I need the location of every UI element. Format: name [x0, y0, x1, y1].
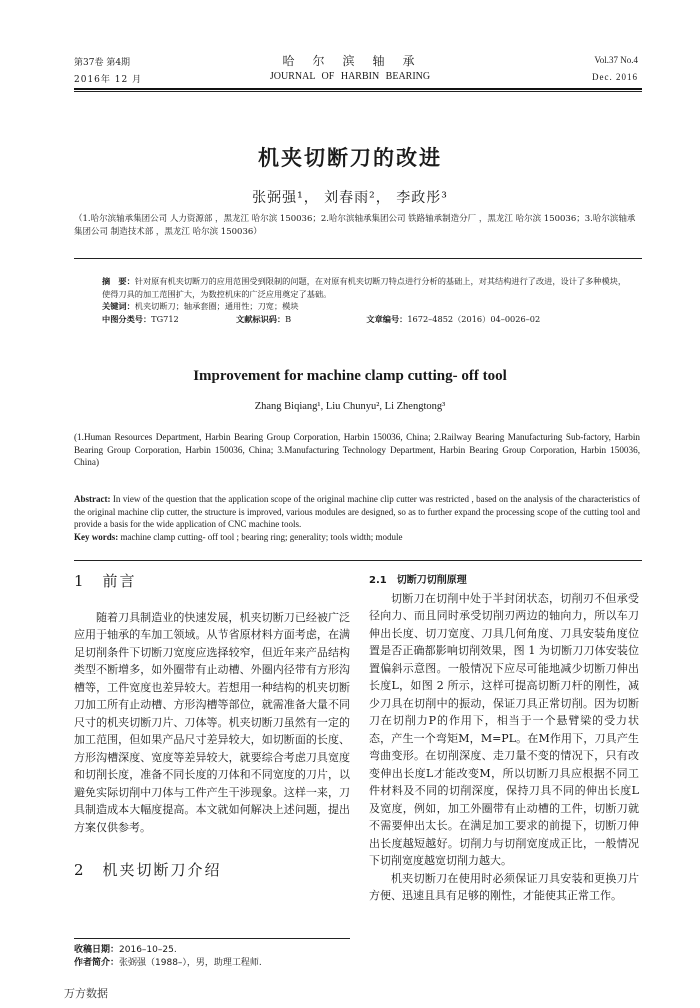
keywords-en-label: Key words:	[74, 531, 119, 542]
abstract-en-text: In view of the question that the application scope of the original machine clip cutter was restricted , based on the analysis of the characteristics of the original machine clip cutter, the structure is improved, various modules are designed, so as to further expand the processing scope of the cutting tool and provide a basis for the wide application of CNC machine tools.	[74, 494, 640, 529]
section-1-heading: 1 前言	[74, 572, 137, 590]
section-1-paragraph: 随着刀具制造业的快速发展，机夹切断刀已经被广泛应用于轴承的车加工领域。从节省原材料方面考虑，在满足切削条件下切断刀宽度应选择较窄，但近年来产品结构类型不断增多，如外圈带有止动槽、外圈内径带有方形沟槽等，工件宽度也差异较大。若想用一种结构的机夹切断刀加工所有止动槽、方形沟槽等部位，就需准备大量不同尺寸的机夹切断刀片、刀体等。机夹切断刀虽然有一定的加工范围，但如果产品尺寸差异较大，如切断面的长度、方形沟槽深度、宽度等差异较大，就要综合考虑刀具宽度和切削长度，准备不同长度的刀体和不同宽度的刀片，以避免实际切削中刀体与工件产生干涉现象。这样一来，刀具制造成本大幅度提高。本文就如何解决上述问题，提出方案仅供参考。	[74, 610, 350, 834]
left-column	[74, 573, 350, 880]
section-2-1-heading: 2.1 切断刀切削原理	[369, 575, 467, 586]
authors-en: Zhang Biqiang¹, Liu Chunyu², Li Zhengtong³	[254, 401, 446, 412]
header-journal-en: JOURNAL OF HARBIN BEARING	[269, 71, 431, 82]
abstract-en-label: Abstract:	[74, 494, 111, 504]
author-bio	[74, 957, 354, 970]
received-label: 收稿日期：	[74, 945, 120, 955]
header-date-cn: 2016年 12 月	[74, 75, 143, 85]
article-number-label: 文章编号：	[366, 313, 408, 324]
abstract-en-block	[74, 493, 640, 543]
author-bio-label: 作者简介：	[74, 958, 120, 968]
header-volume-cn: 第37卷 第4期	[74, 58, 131, 68]
divider-bottom	[74, 560, 642, 561]
keywords-cn	[102, 300, 632, 313]
keywords-cn-label: 关键词：	[102, 301, 135, 311]
classification-cn	[102, 313, 632, 326]
footnote	[74, 944, 354, 970]
article-number-value: 1672–4852（2016）04–0026–02	[407, 313, 541, 324]
received-date	[74, 944, 354, 957]
right-column	[369, 572, 639, 905]
section-2-heading: 2 机夹切断刀介绍	[74, 861, 222, 879]
section-2-1-paragraph-2: 机夹切断刀在使用时必须保证刀具安装和更换刀片方便、迅速且具有足够的刚性，才能使其正常工作。	[369, 871, 639, 902]
abstract-cn-block	[102, 275, 632, 325]
keywords-en-text: machine clamp cutting- off tool ; bearing ring; generality; tools width; module	[118, 531, 403, 542]
header-volume-en: Vol.37 No.4	[594, 55, 638, 65]
keywords-cn-text: 机夹切断刀；轴承套圈；通用性；刀宽；模块	[134, 301, 299, 311]
clc-label: 中图分类号：	[102, 313, 152, 324]
paper-title-cn: 机夹切断刀的改进	[258, 146, 442, 170]
header-rule-thin	[74, 91, 642, 92]
header-rule	[74, 88, 642, 90]
footnote-rule	[74, 938, 350, 939]
doc-code-value: B	[285, 313, 292, 324]
keywords-en	[74, 531, 640, 544]
header-journal-cn: 哈 尔 滨 轴 承	[282, 54, 418, 68]
abstract-cn-text: 针对原有机夹切断刀的应用范围受到限制的问题，在对原有机夹切断刀特点进行分析的基础上，对其结构进行了改进，设计了多种模块，使得刀具的加工范围扩大，为数控机床的广泛应用奠定了基础。	[102, 276, 627, 299]
abstract-cn-label: 摘 要：	[102, 276, 135, 286]
affiliations-en: (1.Human Resources Department, Harbin Bearing Group Corporation, Harbin 150036, China; 2.Railway Bearing Manufacturing Sub-factory, Harbin Bearing Group Corporation, Harbin 150036, China; 3.Manufacturing Technology Department, Harbin Bearing Group Corporation, Harbin 150036, China)	[74, 432, 640, 467]
author-bio-value: 张弼强（1988–），男，助理工程师.	[119, 958, 262, 968]
clc-value: TG712	[151, 313, 179, 324]
section-2-1-paragraph-1: 切断刀在切削中处于半封闭状态，切削刃不但承受径向力、而且同时承受切削刃两边的轴向力，所以车刀伸出长度、切刀宽度、刀具几何角度、刀具安装角度位置是否正确都影响切削效果，图 1 为切断刀刀体安装位置偏斜示意图。一般情况下应尽可能地减少切断刀伸出长度L，如图 2 所示，这样可提高切断刀杆的刚性，减少刀具在切削中的振动，保证刀具正常切削。因为切断刀在切削力P的作用下，相当于一个悬臂梁的受力状态，产生一个弯矩M，M=PL。在M作用下，刀具产生弯曲变形。在切削深度、走刀量不变的情况下，只有改变伸出长度L才能改变M，所以切断刀具应根据不同工件材料及不同的切削深度，保持刀具不同的伸出长度L及宽度，例如，加工外圈带有止动槽的工件，切断刀就不需要伸出太长。在满足加工要求的前提下，切断刀伸出长度越短越好。切削力与切削宽度成正比，一般情况下切削宽度越宽切削力越大。	[369, 591, 639, 867]
paper-title-en: Improvement for machine clamp cutting- off tool	[193, 368, 507, 384]
doc-code-label: 文献标识码：	[236, 313, 286, 324]
watermark: 万方数据	[64, 987, 108, 1000]
divider-top	[74, 258, 642, 259]
authors-cn: 张弼强¹， 刘春雨²， 李政彤³	[252, 190, 448, 206]
received-value: 2016–10–25.	[119, 945, 177, 955]
abstract-en	[74, 493, 640, 531]
header-date-en: Dec. 2016	[592, 72, 638, 82]
abstract-cn	[102, 275, 632, 300]
affiliations-cn: （1.哈尔滨轴承集团公司 人力资源部 ，黑龙江 哈尔滨 150036；2.哈尔滨轴承集团公司 铁路轴承制造分厂 ，黑龙江 哈尔滨 150036；3.哈尔滨轴承集团公司 制造技术部 ，黑龙江 哈尔滨 150036）	[74, 214, 636, 237]
